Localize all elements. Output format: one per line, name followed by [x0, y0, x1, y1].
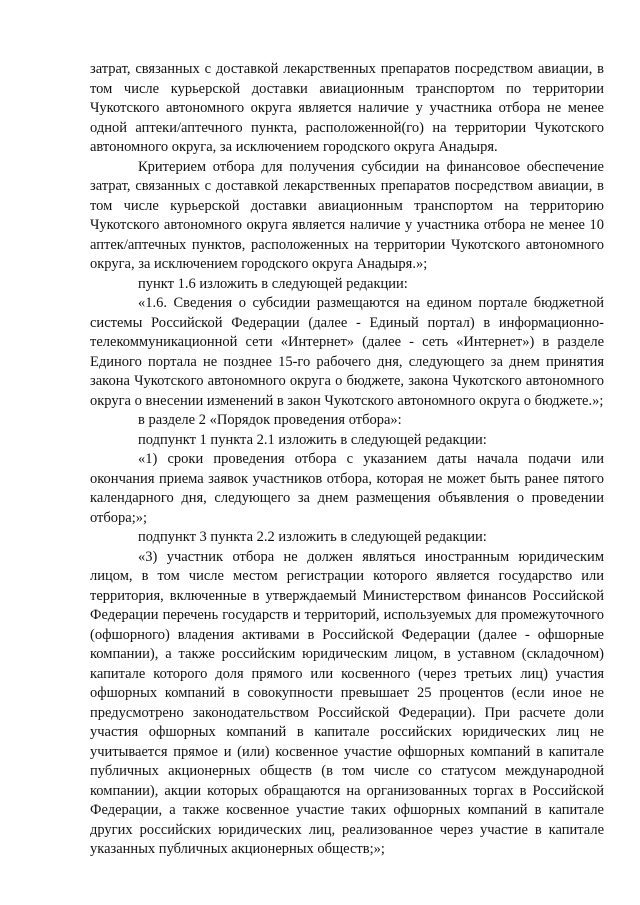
paragraph-clause-1-6: «1.6. Сведения о субсидии размещаются на едином портале бюджетной системы Российской Федерации (далее - Единый портал) в информационно-телекоммуникационной сети «Интернет» (далее - сеть «Интернет») в разделе Единого портала не позднее 15-го рабочего дня, следующего за днем принятия закона Чукотского автономного округа о бюджете, закона Чукотского автономного округа о внесении изменений в закон Чукотского автономного округа о бюджете.»;: [90, 295, 604, 409]
paragraph-selection-criterion: Критерием отбора для получения субсидии на финансовое обеспечение затрат, связанных с доставкой лекарственных препаратов посредством авиации, в том числе курьерской доставки авиационным транспортом на территорию Чукотского автономного округа является наличие у участника отбора не менее 10 аптек/аптечных пунктов, расположенных на территории Чукотского автономного округа, за исключением городского округа Анадыря.»;: [90, 158, 604, 272]
paragraph-subclause-2-1-intro: подпункт 1 пункта 2.1 изложить в следующей редакции:: [138, 431, 487, 448]
paragraph-clause-1-6-intro: пункт 1.6 изложить в следующей редакции:: [138, 275, 408, 292]
document-page: [90, 60, 604, 860]
paragraph-section-2-intro: в разделе 2 «Порядок проведения отбора»:: [138, 412, 402, 428]
paragraph-subclause-2-2: «3) участник отбора не должен являться иностранным юридическим лицом, в том числе местом регистрации которого является государство или территория, включенные в утверждаемый Министерством финансов Российской Федерации перечень государств и территорий, используемых для промежуточного (офшорного) владения активами в Российской Федерации (далее - офшорные компании), а также российским юридическим лицом, в уставном (складочном) капитале которого доля прямого или косвенного (через третьих лиц) участия офшорных компаний в совокупности превышает 25 процентов (если иное не предусмотрено законодательством Российской Федерации). При расчете доли участия офшорных компаний в капитале российских юридических лиц не учитывается прямое и (или) косвенное участие офшорных компаний в капитале публичных акционерных обществ (в том числе со статусом международной компании), акции которых обращаются на организованных торгах в Российской Федерации, а также косвенное участие таких офшорных компаний в капитале других российских юридических лиц, реализованное через участие в капитале указанных публичных акционерных обществ;»;: [90, 548, 604, 857]
paragraph-subclause-2-2-intro: подпункт 3 пункта 2.2 изложить в следующей редакции:: [138, 529, 487, 545]
paragraph-subclause-2-1: «1) сроки проведения отбора с указанием даты начала подачи или окончания приема заявок участников отбора, которая не может быть ранее пятого календарного дня, следующего за днем размещения объявления о проведении отбора;»;: [90, 451, 604, 526]
paragraph-offshore-continuation: затрат, связанных с доставкой лекарственных препаратов посредством авиации, в том числе курьерской доставки авиационным транспортом по территории Чукотского автономного округа является наличие у участника отбора не менее одной аптеки/аптечного пункта, расположенной(го) на территории Чукотского автономного округа, за исключением городского округа Анадыря.: [90, 61, 604, 155]
